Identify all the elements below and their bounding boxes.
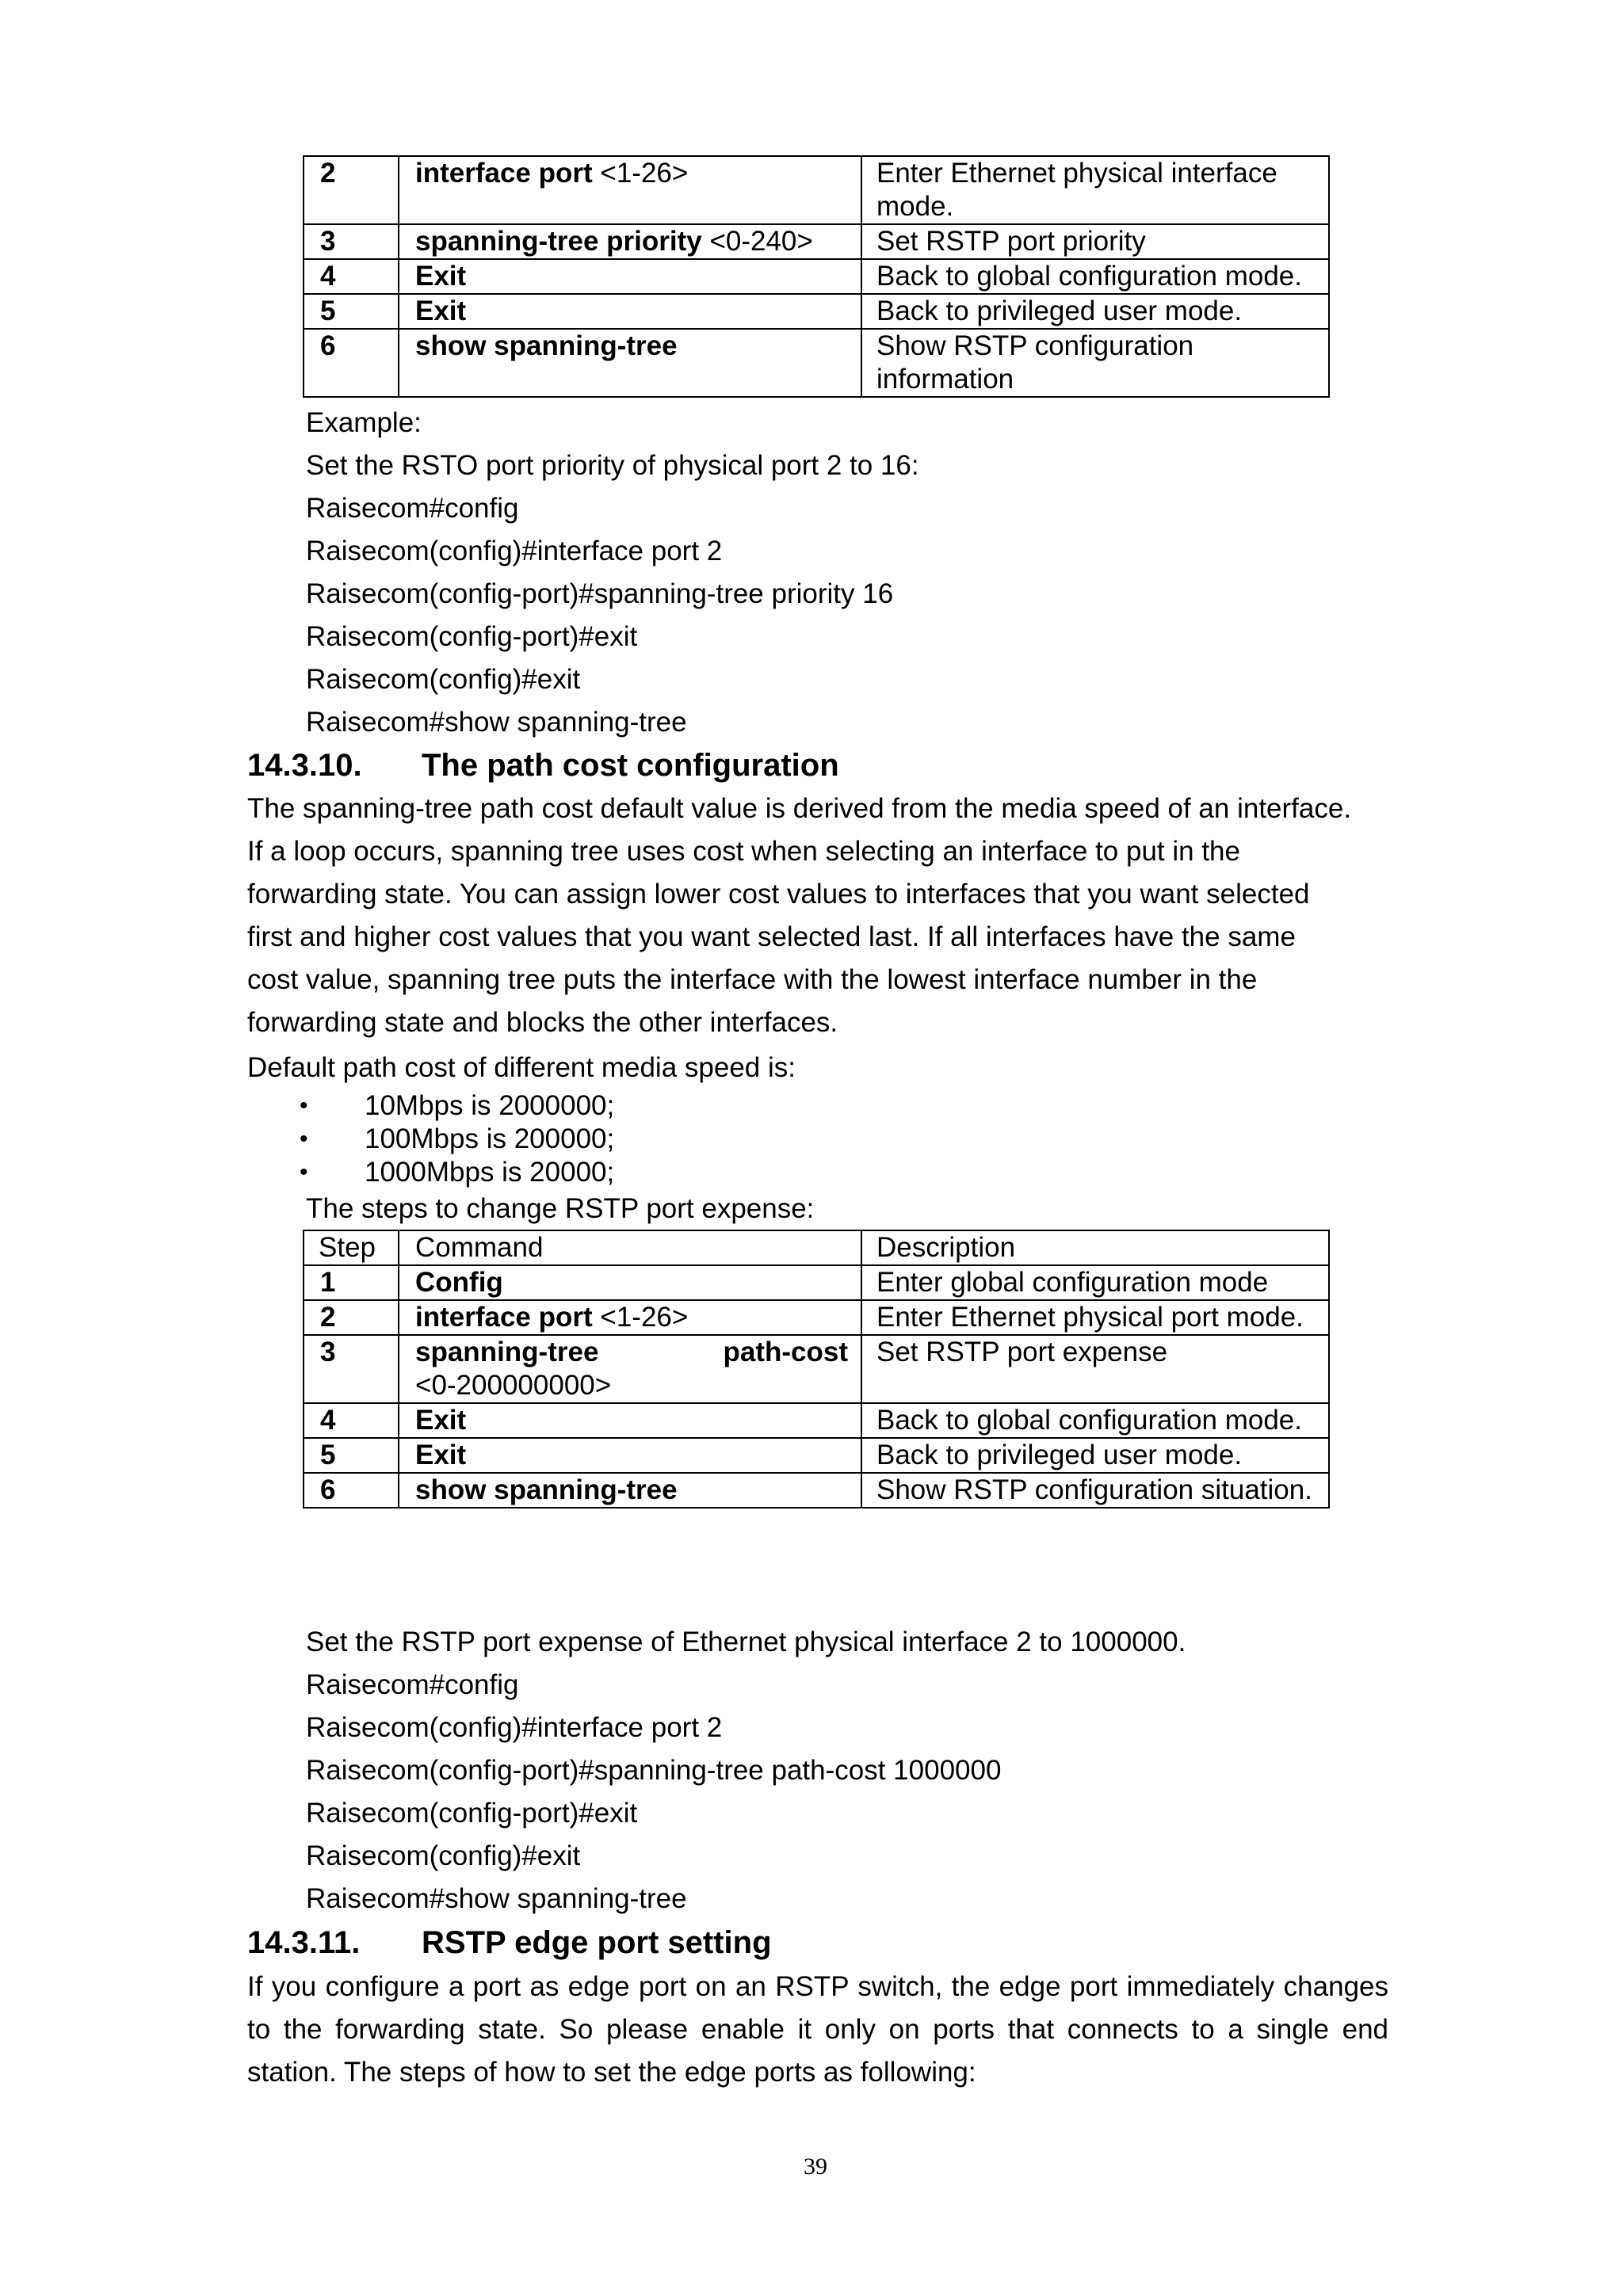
cli-command: Raisecom(config)#exit <box>306 1840 581 1871</box>
cli-command: Raisecom(config-port)#exit <box>306 621 638 652</box>
example-intro: Set the RSTO port priority of physical port 2 to 16: <box>306 450 919 481</box>
cli-command: Raisecom#show spanning-tree <box>306 1883 687 1914</box>
cli-command: Raisecom(config-port)#exit <box>306 1798 638 1829</box>
page-number: 39 <box>804 2153 827 2180</box>
description-cell: Back to privileged user mode. <box>861 1438 1329 1473</box>
paragraph-line: forwarding state. You can assign lower cost values to interfaces that you want selected <box>247 879 1310 910</box>
description-cell: Set RSTP port expense <box>861 1335 1329 1403</box>
paragraph-line: If a loop occurs, spanning tree uses cost when selecting an interface to put in the <box>247 836 1240 867</box>
default-cost-intro: Default path cost of different media speed is: <box>247 1052 796 1083</box>
command-cell: spanning-tree path-cost <0-200000000> <box>399 1335 861 1403</box>
description-cell: Enter global configuration mode <box>861 1265 1329 1300</box>
column-header-step: Step <box>304 1230 399 1265</box>
description-cell: Back to privileged user mode. <box>861 294 1329 329</box>
command-cell: show spanning-tree <box>399 1473 861 1508</box>
description-cell: Set RSTP port priority <box>861 224 1329 259</box>
table-row <box>304 1335 1329 1403</box>
bullet-icon: • <box>300 1159 308 1185</box>
command-cell: show spanning-tree <box>399 329 861 397</box>
step-cell: 1 <box>304 1265 399 1300</box>
step-cell: 4 <box>304 259 399 294</box>
description-cell: Back to global configuration mode. <box>861 1403 1329 1438</box>
cli-command: Raisecom#config <box>306 1669 519 1700</box>
cli-command: Raisecom#show spanning-tree <box>306 707 687 738</box>
description-cell: Enter Ethernet physical port mode. <box>861 1300 1329 1335</box>
table-row <box>304 224 1329 259</box>
step-cell: 5 <box>304 1438 399 1473</box>
edge-port-paragraph: If you configure a port as edge port on an RSTP switch, the edge port immediately changes to the forwarding state. So please enable it only on ports that connects to a single end station. The steps of how to set the edge ports as following: <box>247 1971 1388 2088</box>
bullet-icon: • <box>300 1126 308 1152</box>
paragraph-line: The spanning-tree path cost default value is derived from the media speed of an interface. <box>247 793 1352 824</box>
paragraph-line: first and higher cost values that you want selected last. If all interfaces have the same <box>247 921 1296 952</box>
path-cost-steps-table <box>303 1230 1330 1508</box>
step-cell: 4 <box>304 1403 399 1438</box>
description-cell: Show RSTP configuration information <box>861 329 1329 397</box>
table-row <box>304 294 1329 329</box>
table-row <box>304 1265 1329 1300</box>
paragraph-line: forwarding state and blocks the other interfaces. <box>247 1007 838 1038</box>
section-number: 14.3.10. <box>247 748 362 783</box>
step-cell: 2 <box>304 156 399 224</box>
command-cell: Exit <box>399 294 861 329</box>
table-row <box>304 1438 1329 1473</box>
column-header-description: Description <box>861 1230 1329 1265</box>
section-heading <box>247 748 839 783</box>
command-cell: Exit <box>399 1403 861 1438</box>
document-page: 2 interface port <1-26> Enter Ethernet physical interface mode. 3 spanning-tree priority <0-240> Set RSTP port priority 4 Exit Back to global configuration mode. 5 Exit Back to privileged user mode. 6 show spanning-tree Show RSTP configuration information Example: Set the RSTO port priority of physical port 2 to 16: Raisecom#config Raisecom(config)#interface port 2 Raisecom(config-port)#spanning-tree priority 16 Raisecom(config-port)#exit Raisecom(config)#exit Raisecom#show spanning-tree 14.3.10. The path cost configuration The spanning-tree path cost default value is derived from the media speed of an interface. If a loop occurs, spanning tree uses cost when selecting an interface to put in the forwarding state. You can assign lower cost values to interfaces that you want selected first and higher cost values that you want selected last. If all interfaces have the same cost value, spanning tree puts the interface with the lowest interface number in the forwarding state and blocks the other interfaces. Default path cost of different media speed is: • 10Mbps is 2000000; • 100Mbps is 200000; • 1000Mbps is 20000; The steps to change RSTP port expense: Step Command Description 1 Config Enter global configuration mode 2 interface port <1-26> Enter Ethernet physical port mode. 3 spanning-tree path-cost <0-200000000> Set RSTP port expense 4 Exit Back to global configuration mode. 5 Exit Back to privileged user mode. 6 show spanning-tree Show RSTP configuration situation. Set the RSTP port expense of Ethernet physical interface 2 to 1000000. Raisecom#config Raisecom(config)#interface port 2 Raisecom(config-port)#spanning-tree path-cost 1000000 Raisecom(config-port)#exit Raisecom(config)#exit Raisecom#show spanning-tree 14.3.11. RSTP edge port setting If you configure a port as edge port on an RSTP switch, the edge port immediately changes to the forwarding state. So please enable it only on ports that connects to a single end station. The steps of how to set the edge ports as following: 39 <box>0 0 1623 2296</box>
command-cell: interface port <1-26> <box>399 156 861 224</box>
priority-steps-table <box>303 155 1330 398</box>
cli-command: Raisecom(config)#interface port 2 <box>306 536 723 566</box>
section-title: RSTP edge port setting <box>422 1925 772 1960</box>
steps-intro: The steps to change RSTP port expense: <box>306 1193 815 1224</box>
step-cell: 6 <box>304 329 399 397</box>
paragraph-line: cost value, spanning tree puts the interface with the lowest interface number in the <box>247 964 1258 995</box>
cli-command: Raisecom(config-port)#spanning-tree path-cost 1000000 <box>306 1755 1002 1786</box>
cli-command: Raisecom(config-port)#spanning-tree priority 16 <box>306 578 894 609</box>
example-intro: Set the RSTP port expense of Ethernet physical interface 2 to 1000000. <box>306 1627 1186 1657</box>
column-header-command: Command <box>399 1230 861 1265</box>
description-cell: Back to global configuration mode. <box>861 259 1329 294</box>
example-label: Example: <box>306 407 422 438</box>
table-row <box>304 1403 1329 1438</box>
command-cell: spanning-tree priority <0-240> <box>399 224 861 259</box>
section-heading <box>247 1925 772 1960</box>
command-cell: interface port <1-26> <box>399 1300 861 1335</box>
section-title: The path cost configuration <box>422 748 839 783</box>
command-cell: Exit <box>399 1438 861 1473</box>
description-cell: Enter Ethernet physical interface mode. <box>861 156 1329 224</box>
bullet-icon: • <box>300 1093 308 1119</box>
command-cell: Exit <box>399 259 861 294</box>
table-row <box>304 156 1329 224</box>
step-cell: 6 <box>304 1473 399 1508</box>
table-row <box>304 329 1329 397</box>
step-cell: 5 <box>304 294 399 329</box>
section-number: 14.3.11. <box>247 1925 361 1960</box>
table-header-row <box>304 1230 1329 1265</box>
cli-command: Raisecom(config)#interface port 2 <box>306 1712 723 1743</box>
cli-command: Raisecom#config <box>306 493 519 524</box>
table-row <box>304 1473 1329 1508</box>
command-cell: Config <box>399 1265 861 1300</box>
table-row <box>304 1300 1329 1335</box>
description-cell: Show RSTP configuration situation. <box>861 1473 1329 1508</box>
step-cell: 3 <box>304 1335 399 1403</box>
table-row <box>304 259 1329 294</box>
step-cell: 2 <box>304 1300 399 1335</box>
step-cell: 3 <box>304 224 399 259</box>
cli-command: Raisecom(config)#exit <box>306 664 581 695</box>
